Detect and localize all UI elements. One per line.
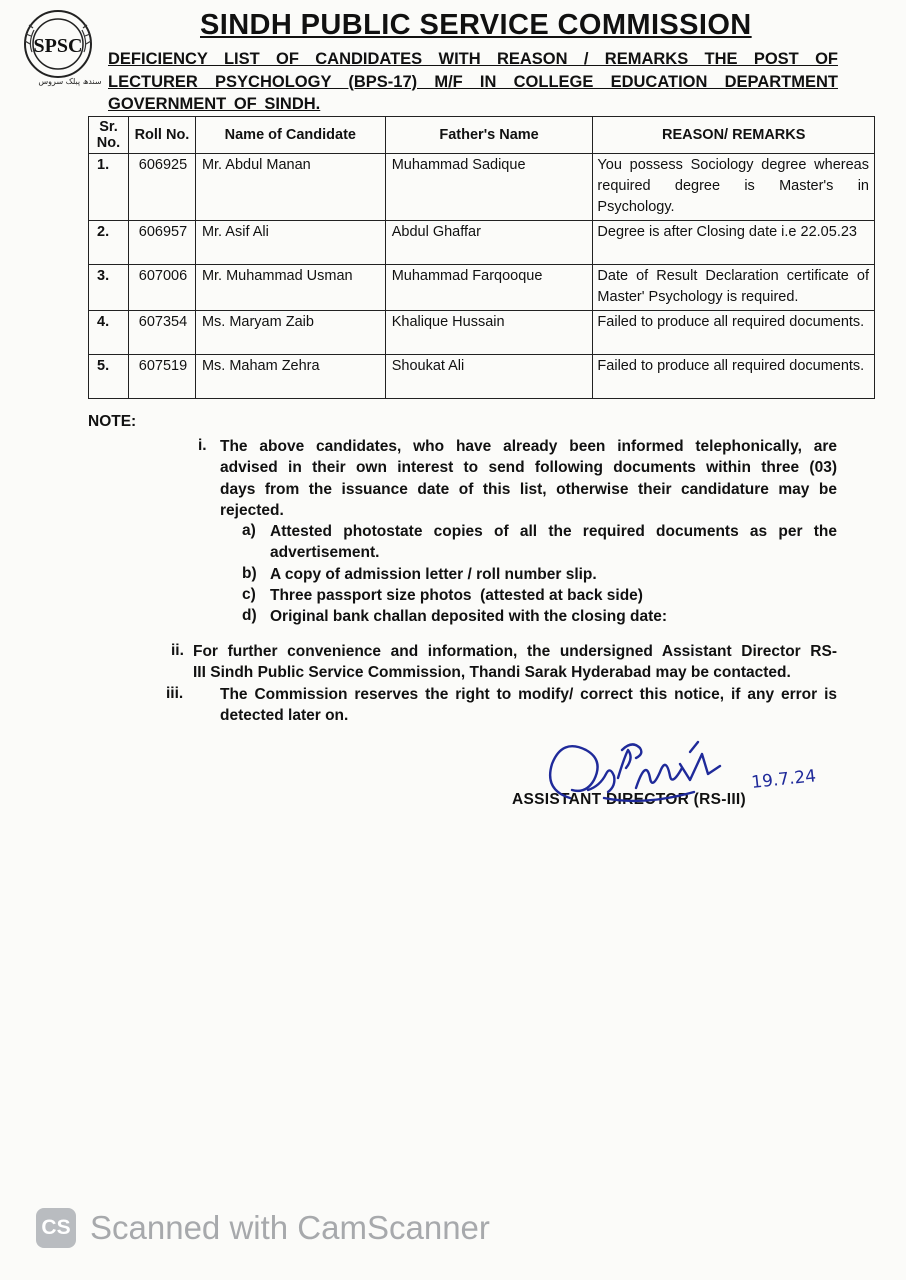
cell-sr: 2. <box>89 221 129 265</box>
cell-father: Shoukat Ali <box>385 355 593 399</box>
subitem-c: Three passport size photos (attested at back side) <box>270 587 643 604</box>
cell-name: Ms. Maryam Zaib <box>195 311 385 355</box>
organization-title: SINDH PUBLIC SERVICE COMMISSION <box>200 9 752 41</box>
cell-father: Khalique Hussain <box>385 311 593 355</box>
signature-date: 19.7.24 <box>750 766 818 793</box>
table-row <box>89 154 875 221</box>
note-line: rejected. <box>220 501 284 519</box>
cell-sr: 1. <box>89 154 129 221</box>
cell-name: Mr. Asif Ali <box>195 221 385 265</box>
subitem-marker: c) <box>242 586 256 603</box>
subject-line: GOVERNMENT OF SINDH. <box>108 95 321 113</box>
note-heading: NOTE: <box>88 413 137 430</box>
camscanner-watermark <box>36 1206 490 1250</box>
subject-line: DEFICIENCY LIST OF CANDIDATES WITH REASON / REMARKS THE POST OF <box>108 50 838 68</box>
subject-line: LECTURER PSYCHOLOGY (BPS-17) M/F IN COLLEGE EDUCATION DEPARTMENT <box>108 72 838 91</box>
header-remarks: REASON/ REMARKS <box>593 117 875 154</box>
note-line: advised in their own interest to send following documents within three (03) <box>220 459 837 477</box>
svg-text:سندھ پبلک سروس: سندھ پبلک سروس <box>38 77 102 86</box>
header-roll-no: Roll No. <box>128 117 195 154</box>
cell-sr: 5. <box>89 355 129 399</box>
cell-roll: 606925 <box>128 154 195 221</box>
table-row <box>89 311 875 355</box>
subitem-a <box>270 521 837 564</box>
note-line: days from the issuance date of this list, otherwise their candidature may be <box>220 480 837 498</box>
subitem-d: Original bank challan deposited with the closing date: <box>270 608 668 625</box>
cell-remarks: Failed to produce all required documents. <box>593 355 875 399</box>
subitem-marker: b) <box>242 565 257 582</box>
cell-roll: 607006 <box>128 265 195 311</box>
note-line: The Commission reserves the right to modify/ correct this notice, if any error is <box>220 686 837 703</box>
signatory-title: ASSISTANT DIRECTOR (RS-III) <box>512 791 747 808</box>
deficiency-table <box>88 116 875 399</box>
table-row <box>89 355 875 399</box>
cell-roll: 606957 <box>128 221 195 265</box>
note-item-marker: i. <box>198 437 207 454</box>
header-father-name: Father's Name <box>385 117 593 154</box>
subitem-line: Attested photostate copies of all the required documents as per the <box>270 523 837 540</box>
cell-sr: 4. <box>89 311 129 355</box>
cell-remarks: You possess Sociology degree whereas required degree is Master's in Psychology. <box>593 154 875 221</box>
table-header-row <box>89 117 875 154</box>
svg-text:SPSC: SPSC <box>33 35 83 57</box>
table-row <box>89 221 875 265</box>
note-item-i <box>220 436 837 521</box>
cell-father: Muhammad Sadique <box>385 154 593 221</box>
subitem-marker: d) <box>242 607 257 624</box>
note-item-ii <box>193 641 837 684</box>
cell-roll: 607519 <box>128 355 195 399</box>
note-item-iii <box>220 684 837 727</box>
cell-name: Ms. Maham Zehra <box>195 355 385 399</box>
cell-remarks: Degree is after Closing date i.e 22.05.23 <box>593 221 875 265</box>
header-sr-no: Sr. No. <box>89 117 129 154</box>
subitem-marker: a) <box>242 522 256 539</box>
cell-remarks: Date of Result Declaration certificate of Master' Psychology is required. <box>593 265 875 311</box>
table-row <box>89 265 875 311</box>
cell-remarks: Failed to produce all required documents. <box>593 311 875 355</box>
cell-name: Mr. Muhammad Usman <box>195 265 385 311</box>
cell-name: Mr. Abdul Manan <box>195 154 385 221</box>
camscanner-text: Scanned with CamScanner <box>90 1209 490 1246</box>
cell-father: Abdul Ghaffar <box>385 221 593 265</box>
cell-father: Muhammad Farqooque <box>385 265 593 311</box>
note-item-marker: ii. <box>171 642 184 659</box>
header-candidate-name: Name of Candidate <box>195 117 385 154</box>
cell-roll: 607354 <box>128 311 195 355</box>
cell-sr: 3. <box>89 265 129 311</box>
subject-heading <box>108 48 838 116</box>
note-line: For further convenience and information, the undersigned Assistant Director RS- <box>193 643 837 660</box>
note-line: detected later on. <box>220 707 349 725</box>
note-line: III Sindh Public Service Commission, Thandi Sarak Hyderabad may be contacted. <box>193 664 791 682</box>
note-line: The above candidates, who have already been informed telephonically, are <box>220 438 837 455</box>
spsc-logo <box>18 8 106 88</box>
subitem-b: A copy of admission letter / roll number slip. <box>270 566 597 583</box>
note-item-marker: iii. <box>166 685 184 702</box>
camscanner-logo-icon: CS <box>36 1208 76 1248</box>
handwritten-signature <box>540 738 830 828</box>
subitem-line: advertisement. <box>270 544 380 562</box>
